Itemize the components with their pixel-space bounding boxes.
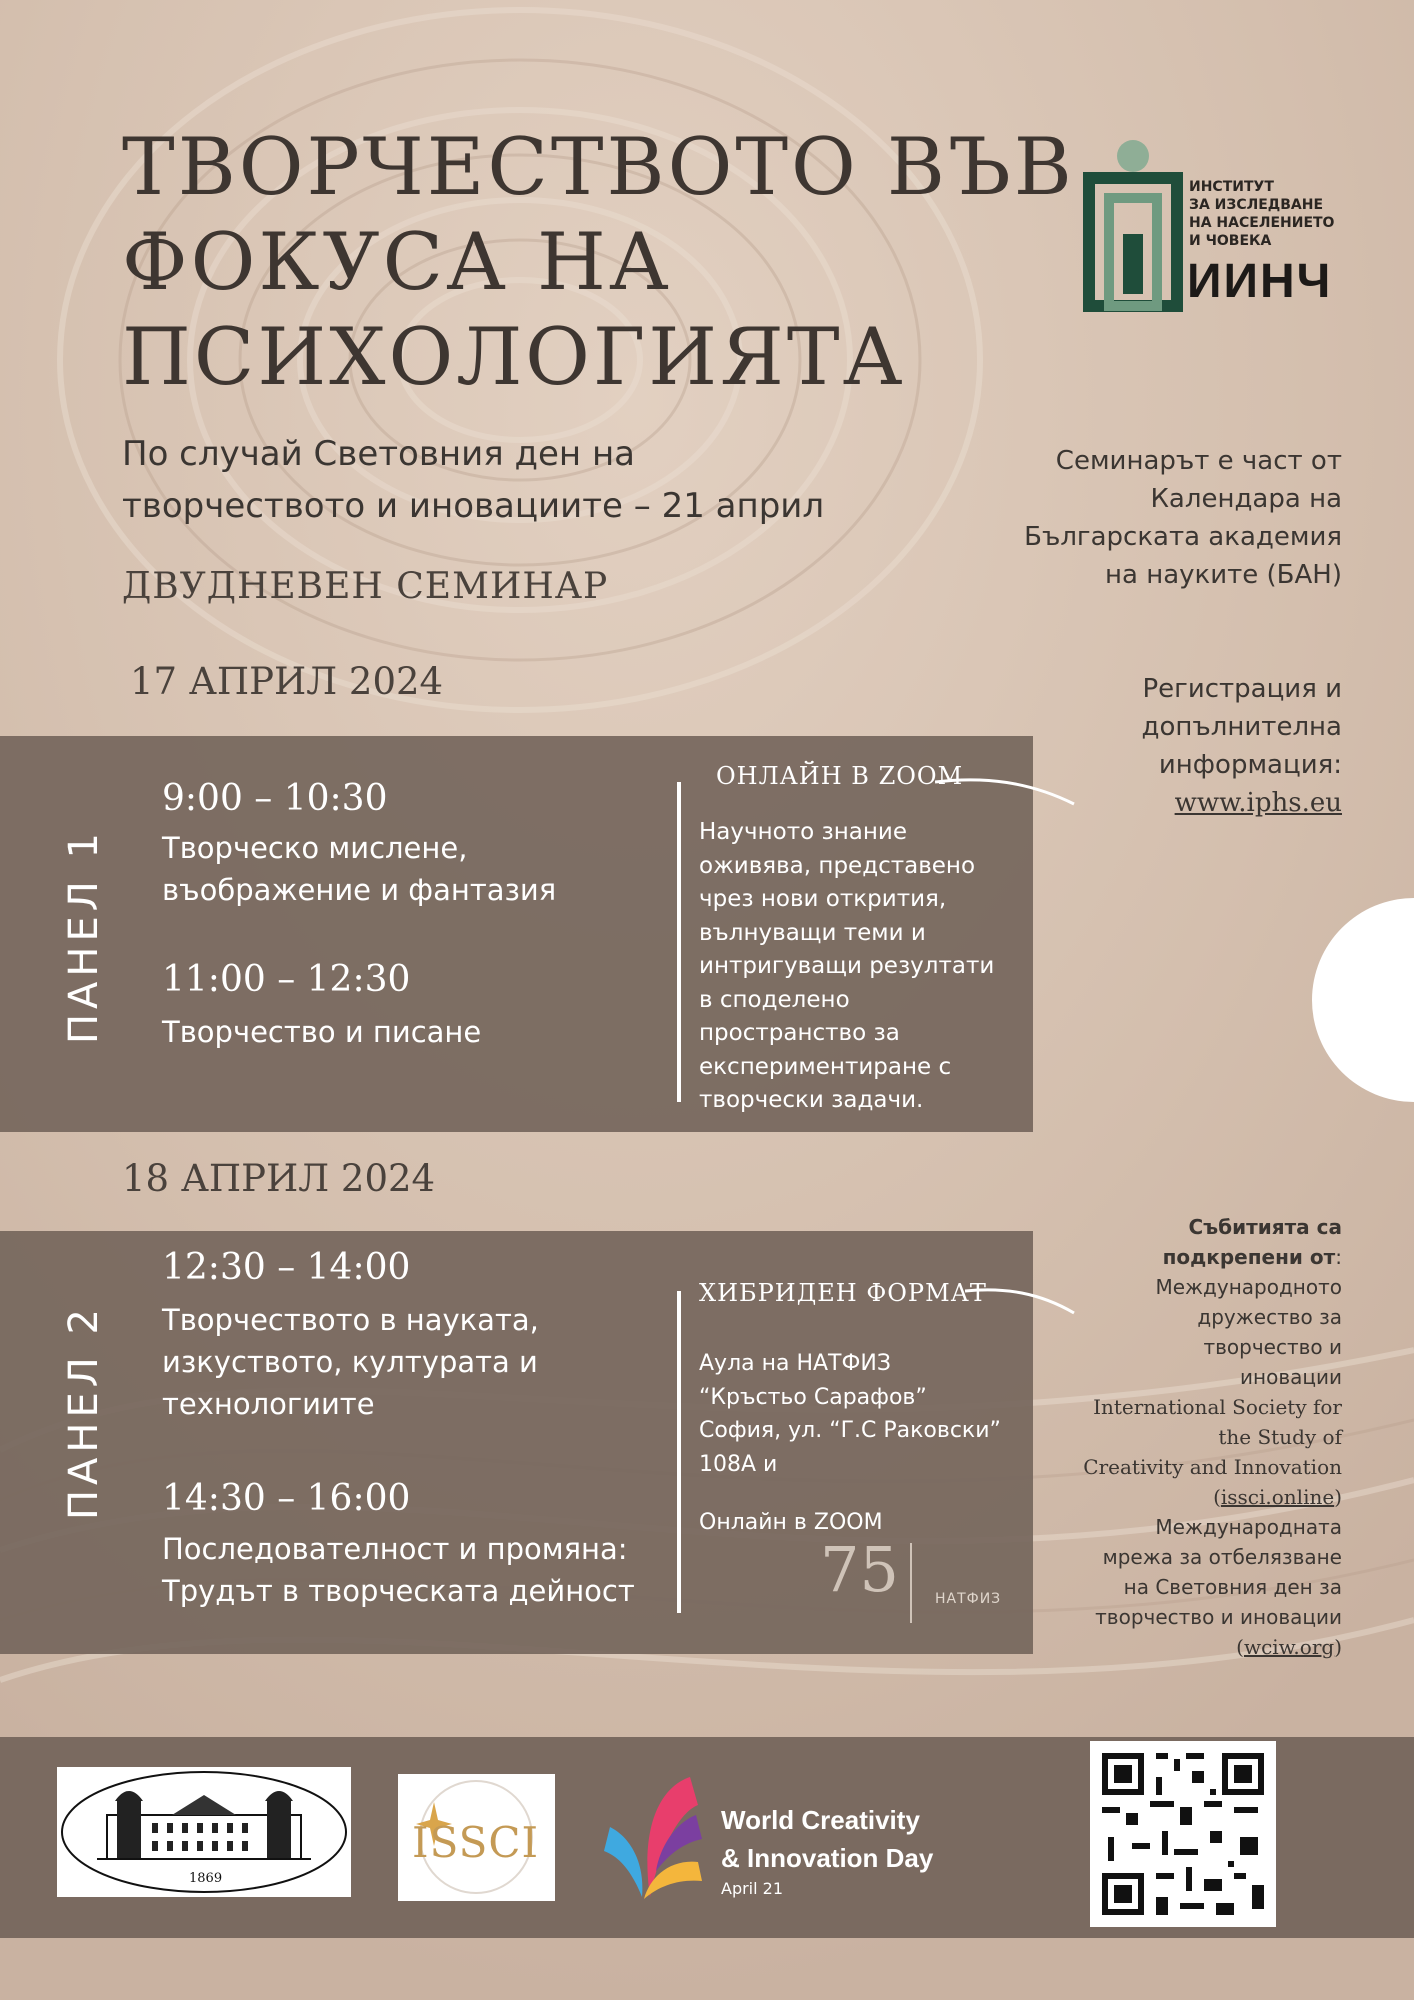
- registration-info: [1142, 670, 1342, 822]
- description-line: в споделено: [699, 986, 850, 1013]
- bracket: (: [1236, 1635, 1244, 1659]
- title-line-1: ТВОРЧЕСТВОТО ВЪВ: [122, 121, 1075, 213]
- description-line: интригуващи резултати: [699, 953, 995, 979]
- supporter-line-en: Creativity and Innovation: [1083, 1455, 1342, 1479]
- panel-2-session-1-title: [162, 1299, 539, 1425]
- panel-1-session-2-title: Творчество и писане: [162, 1015, 482, 1049]
- session-title-line: Последователност и промяна:: [162, 1532, 628, 1566]
- panel-2-label: ПАНЕЛ 2: [61, 1303, 107, 1521]
- panel-2-session-2-title: [162, 1528, 635, 1612]
- natfiz-logo: [820, 1533, 1010, 1627]
- registration-link[interactable]: www.iphs.eu: [1174, 788, 1342, 818]
- description-line: творчески задачи.: [699, 1087, 924, 1113]
- wcid-date: April 21: [721, 1879, 784, 1898]
- subtitle-line-1: По случай Световния ден на: [122, 434, 636, 474]
- institute-abbr: ИИНЧ: [1187, 255, 1333, 308]
- venue-line: Аула на НАТФИЗ: [699, 1351, 891, 1376]
- wcid-title-line: & Innovation Day: [721, 1843, 934, 1873]
- poster-title: [122, 120, 1075, 405]
- session-title-line: Трудът в творческата дейност: [162, 1574, 635, 1608]
- description-line: чрез нови открития,: [699, 886, 947, 912]
- venue-line: София, ул. “Г.С Раковски”: [699, 1418, 1001, 1443]
- supporter-line: мрежа за отбелязване: [1102, 1545, 1342, 1569]
- supporter-line-en: International Society for: [1093, 1395, 1342, 1419]
- supporter-line: на Световния ден за: [1123, 1575, 1342, 1599]
- qr-code[interactable]: [1090, 1741, 1276, 1927]
- institute-logo-mark: [1083, 138, 1183, 318]
- supporters-heading: подкрепени от: [1162, 1245, 1336, 1269]
- session-title-line: въображение и фантазия: [162, 873, 557, 907]
- panel-1-label: ПАНЕЛ 1: [61, 827, 107, 1045]
- panel-2-swoosh: [965, 1287, 1075, 1317]
- session-title-line: Творческо мислене,: [162, 831, 468, 865]
- supporter-line: Международната: [1155, 1515, 1342, 1539]
- natfiz-years: 75: [820, 1533, 899, 1606]
- panel-2-session-1-time: 12:30 – 14:00: [162, 1247, 411, 1288]
- calendar-note-line: Календара на: [1150, 484, 1342, 514]
- day1-date: 17 АПРИЛ 2024: [130, 660, 444, 703]
- wcid-swirl-icon: [600, 1767, 710, 1907]
- panel-2: [0, 1231, 1033, 1654]
- panel-1-session-2-time: 11:00 – 12:30: [162, 959, 411, 1000]
- logo-line-2: ЗА ИЗСЛЕДВАНЕ: [1189, 197, 1324, 213]
- panel-2-session-2-time: 14:30 – 16:00: [162, 1478, 411, 1519]
- wciw-link[interactable]: wciw.org: [1243, 1635, 1335, 1659]
- panel-1-session-1-title: [162, 827, 556, 911]
- issci-wordmark: ISSCI: [412, 1818, 540, 1867]
- ban-logo: [57, 1767, 351, 1897]
- description-line: експериментиране с: [699, 1053, 952, 1080]
- ban-year: 1869: [189, 1871, 223, 1886]
- logo-line-4: И ЧОВЕКА: [1189, 233, 1272, 249]
- supporter-line: творчество и иновации: [1095, 1605, 1342, 1629]
- issci-link[interactable]: issci.online: [1220, 1485, 1335, 1509]
- bracket: ): [1334, 1485, 1342, 1509]
- calendar-note-line: Семинарът е част от: [1055, 446, 1342, 476]
- day2-date: 18 АПРИЛ 2024: [122, 1157, 436, 1200]
- supporter-line: иновации: [1240, 1365, 1342, 1389]
- calendar-note-line: на науките (БАН): [1105, 560, 1342, 590]
- wcid-title-line: World Creativity: [721, 1805, 920, 1835]
- issci-logo: [398, 1774, 555, 1901]
- description-line: оживява, представено: [699, 852, 976, 879]
- bracket: ): [1334, 1635, 1342, 1659]
- supporter-line-en: the Study of: [1218, 1425, 1342, 1449]
- natfiz-divider: [910, 1543, 912, 1623]
- panel-2-online: Онлайн в ZOOM: [699, 1510, 883, 1535]
- venue-line: “Кръстьо Сарафов”: [699, 1384, 927, 1410]
- footer-logos: [0, 1737, 1414, 1938]
- subtitle: [122, 428, 824, 532]
- seminar-type: ДВУДНЕВЕН СЕМИНАР: [122, 566, 609, 607]
- session-title-line: Творчеството в науката,: [162, 1303, 539, 1337]
- natfiz-name: НАТФИЗ: [935, 1591, 1002, 1607]
- panel-1-swoosh: [935, 776, 1075, 806]
- subtitle-line-2: творчеството и иновациите – 21 април: [122, 486, 825, 526]
- description-line: Научното знание: [699, 819, 907, 845]
- session-title-line: изкуството, културата и: [162, 1345, 538, 1379]
- supporter-line: Международното: [1155, 1275, 1342, 1299]
- panel-1-session-1-time: 9:00 – 10:30: [162, 778, 388, 819]
- description-line: пространство за: [699, 1020, 900, 1046]
- panel-1-divider: [677, 782, 681, 1102]
- institute-logo-text: [1189, 178, 1334, 250]
- title-line-2: ФОКУСА НА: [122, 216, 672, 308]
- registration-line: Регистрация и: [1142, 674, 1342, 704]
- calendar-note: [1024, 442, 1342, 594]
- wcid-title: [721, 1801, 933, 1877]
- description-line: вълнуващи теми и: [699, 919, 926, 946]
- calendar-note-line: Българската академия: [1024, 522, 1342, 552]
- supporters: [1083, 1212, 1342, 1662]
- panel-2-format: ХИБРИДЕН ФОРМАТ: [699, 1279, 987, 1307]
- institute-logo: [1083, 138, 1343, 318]
- panel-1: [0, 736, 1033, 1132]
- supporter-line: дружество за: [1197, 1305, 1342, 1329]
- panel-2-divider: [677, 1291, 681, 1613]
- registration-line: допълнителна: [1141, 712, 1342, 742]
- registration-line: информация:: [1158, 750, 1342, 780]
- supporters-heading: Събитията са: [1188, 1215, 1342, 1239]
- logo-line-1: ИНСТИТУТ: [1189, 179, 1274, 195]
- wcid-logo: [600, 1767, 1000, 1907]
- panel-1-description: [699, 816, 994, 1118]
- panel-1-format: ОНЛАЙН В ZOOM: [716, 762, 964, 790]
- panel-2-venue: [699, 1347, 1001, 1481]
- supporter-line: творчество и: [1203, 1335, 1342, 1359]
- session-title-line: технологиите: [162, 1387, 375, 1421]
- qr-code-icon: [1090, 1741, 1276, 1927]
- venue-line: 108А и: [699, 1451, 778, 1477]
- title-line-3: ПСИХОЛОГИЯТА: [122, 311, 906, 403]
- logo-line-3: НА НАСЕЛЕНИЕТО: [1189, 215, 1335, 231]
- supporters-colon: :: [1335, 1245, 1342, 1269]
- bracket: (: [1213, 1485, 1221, 1509]
